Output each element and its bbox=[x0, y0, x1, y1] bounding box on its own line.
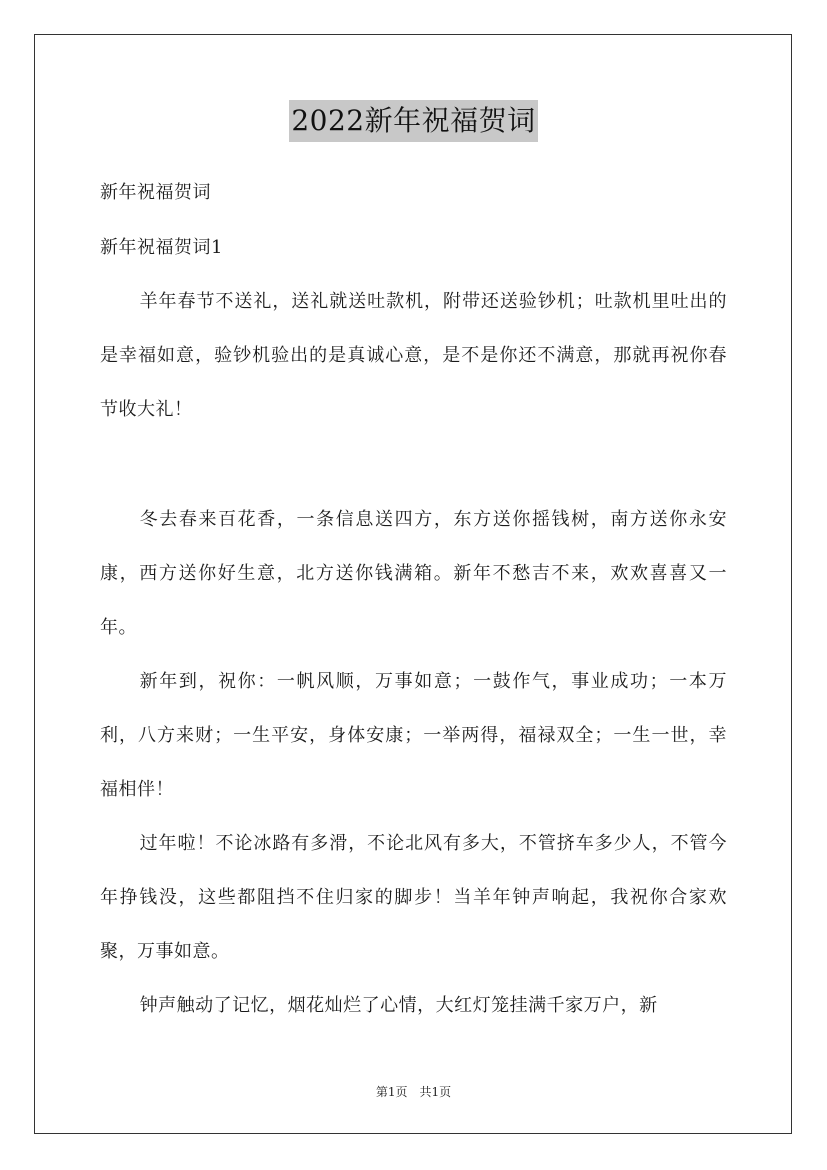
document-subtitle: 新年祝福贺词 bbox=[100, 182, 211, 203]
paragraph-2: 冬去春来百花香，一条信息送四方，东方送你摇钱树，南方送你永安康，西方送你好生意，北方送你钱满箱。新年不愁吉不来，欢欢喜喜又一年。 bbox=[100, 509, 727, 638]
title-container bbox=[0, 100, 827, 142]
paragraph-1: 羊年春节不送礼，送礼就送吐款机，附带还送验钞机；吐款机里吐出的是幸福如意，验钞机验出的是真诚心意，是不是你还不满意，那就再祝你春节收大礼！ bbox=[100, 291, 727, 420]
page-number-footer: 第1页 共1页 bbox=[375, 1085, 452, 1099]
paragraph-3: 新年到，祝你：一帆风顺，万事如意；一鼓作气，事业成功；一本万利，八方来财；一生平安，身体安康；一举两得，福禄双全；一生一世，幸福相伴！ bbox=[100, 671, 727, 800]
paragraph-5: 钟声触动了记忆，烟花灿烂了心情，大红灯笼挂满千家万户，新 bbox=[139, 995, 658, 1016]
section-heading: 新年祝福贺词1 bbox=[100, 237, 223, 258]
paragraph-4: 过年啦！不论冰路有多滑，不论北风有多大，不管挤车多少人，不管今年挣钱没，这些都阻挡不住归家的脚步！当羊年钟声响起，我祝你合家欢聚，万事如意。 bbox=[100, 833, 727, 962]
document-title: 2022新年祝福贺词 bbox=[289, 100, 537, 142]
